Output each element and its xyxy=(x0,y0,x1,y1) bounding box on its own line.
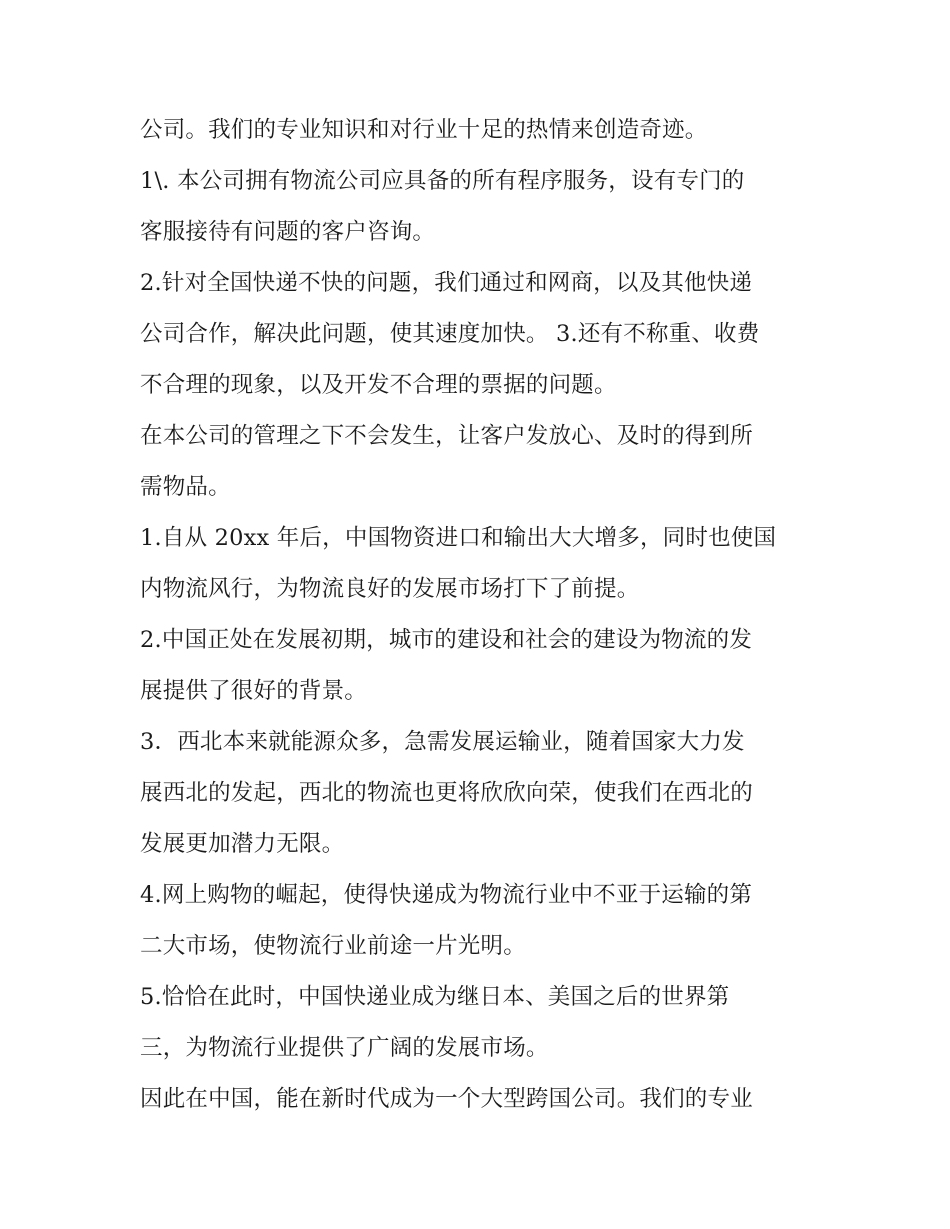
text-line: 公司合作，解决此问题，使其速度加快。 3.还有不称重、收费 xyxy=(140,321,760,347)
text-line: 2.中国正处在发展初期，城市的建设和社会的建设为物流的发 xyxy=(140,627,753,653)
text-line: 4.网上购物的崛起，使得快递成为物流行业中不亚于运输的第 xyxy=(140,882,753,908)
text-line: 需物品。 xyxy=(140,474,231,500)
text-line: 不合理的现象，以及开发不合理的票据的问题。 xyxy=(140,372,617,398)
text-line: 1\. 本公司拥有物流公司应具备的所有程序服务，设有专门的 xyxy=(140,168,745,194)
text-line: 内物流风行，为物流良好的发展市场打下了前提。 xyxy=(140,576,640,602)
text-line: 1.自从 20xx 年后，中国物资进口和输出大大增多，同时也使国 xyxy=(140,525,777,551)
body-text xyxy=(140,110,820,1130)
text-line: 展提供了很好的背景。 xyxy=(140,678,368,704)
text-line: 因此在中国，能在新时代成为一个大型跨国公司。我们的专业 xyxy=(140,1086,753,1112)
text-line: 公司。我们的专业知识和对行业十足的热情来创造奇迹。 xyxy=(140,117,708,143)
text-line: 三，为物流行业提供了广阔的发展市场。 xyxy=(140,1035,549,1061)
text-line: 客服接待有问题的客户咨询。 xyxy=(140,219,436,245)
text-line: 展西北的发起，西北的物流也更将欣欣向荣，使我们在西北的 xyxy=(140,780,753,806)
text-line: 3．西北本来就能源众多，急需发展运输业，随着国家大力发 xyxy=(140,729,745,755)
text-line: 5.恰恰在此时，中国快递业成为继日本、美国之后的世界第 xyxy=(140,984,730,1010)
text-line: 在本公司的管理之下不会发生，让客户发放心、及时的得到所 xyxy=(140,423,753,449)
text-line: 2.针对全国快递不快的问题，我们通过和网商，以及其他快递 xyxy=(140,270,753,296)
text-line: 发展更加潜力无限。 xyxy=(140,831,345,857)
text-line: 二大市场，使物流行业前途一片光明。 xyxy=(140,933,526,959)
